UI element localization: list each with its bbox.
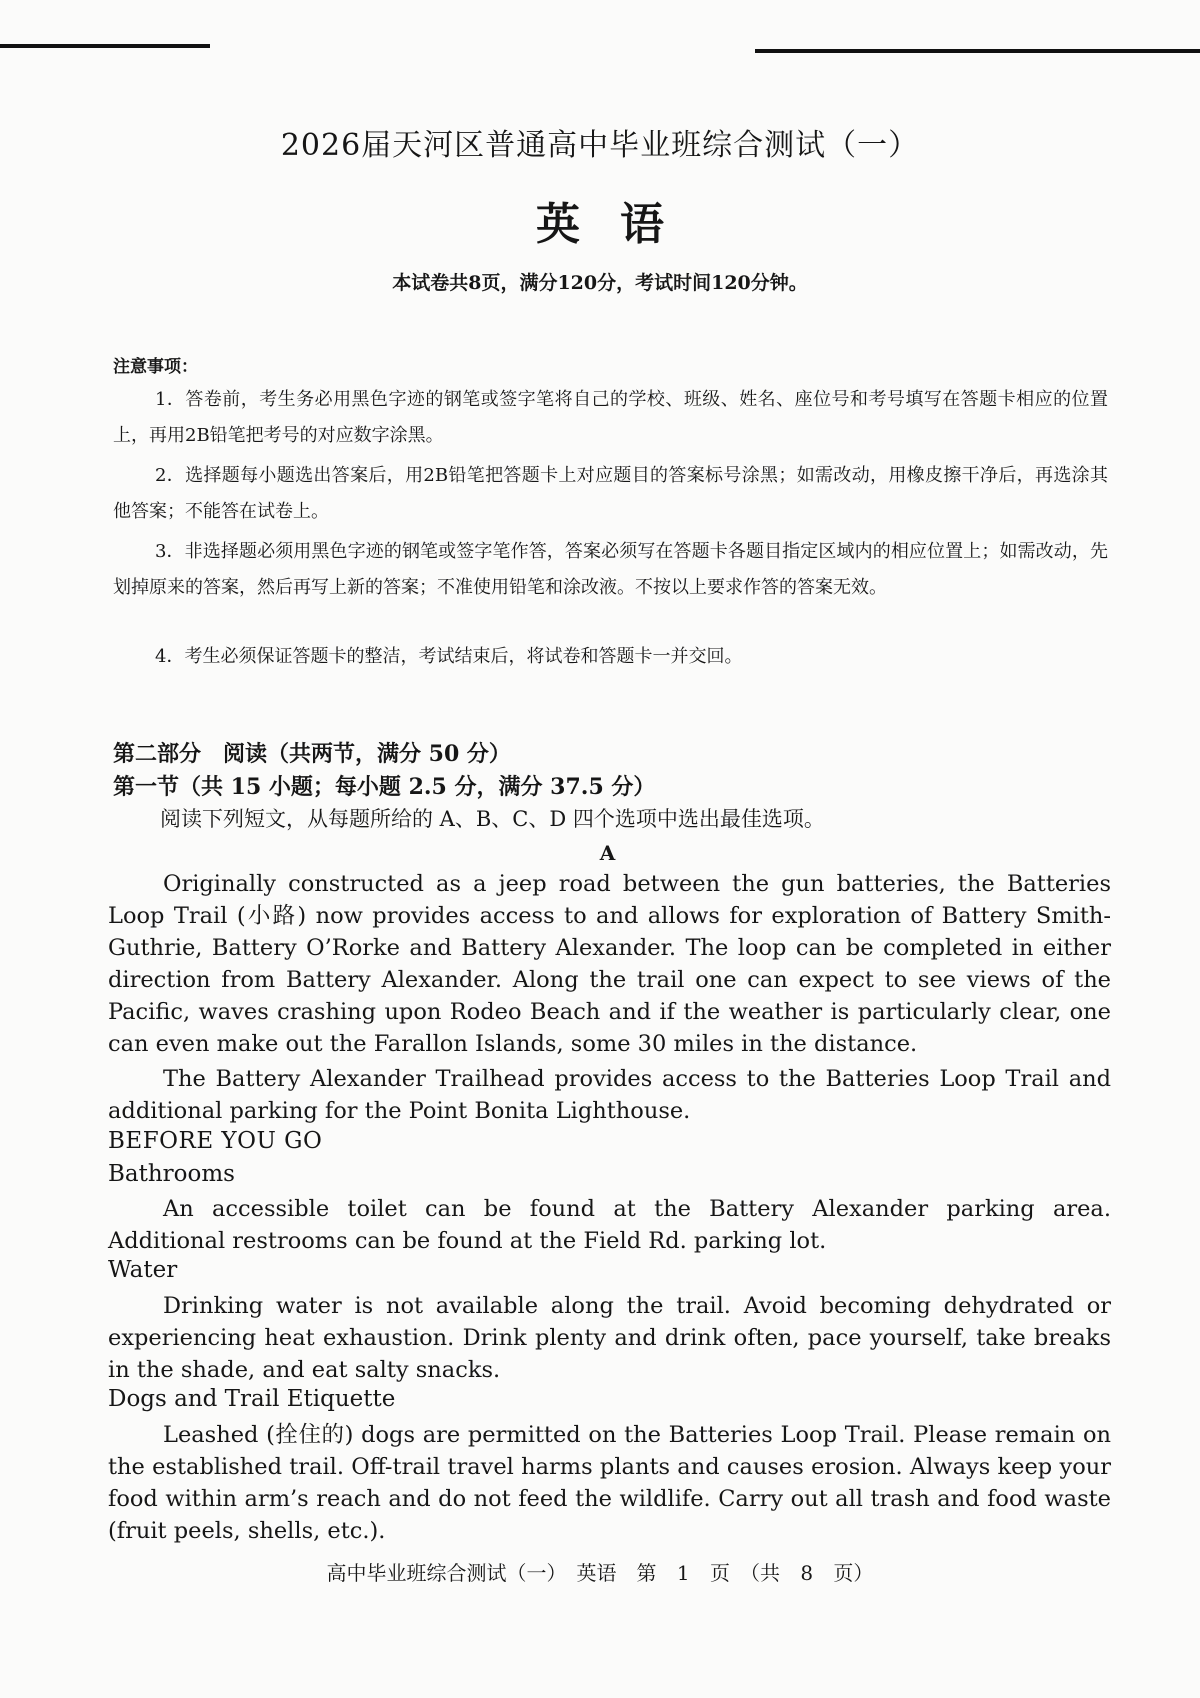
notice-item-4: 4．考生必须保证答题卡的整洁，考试结束后，将试卷和答题卡一并交回。 bbox=[155, 646, 743, 667]
page-footer: 高中毕业班综合测试（一） 英语 第 1 页 （共 8 页） bbox=[326, 1561, 874, 1585]
section-subtitle: 第一节（共 15 小题；每小题 2.5 分，满分 37.5 分） bbox=[113, 774, 656, 800]
notice-item-2: 2．选择题每小题选出答案后，用2B铅笔把答题卡上对应题目的答案标号涂黑；如需改动，用橡皮擦干净后，再选涂其他答案；不能答在试卷上。 bbox=[113, 465, 1108, 522]
bathrooms-paragraph: An accessible toilet can be found at the Battery Alexander parking area. Additional restrooms can be found at the Field Rd. parking lot. bbox=[108, 1196, 1111, 1254]
exam-info: 本试卷共8页，满分120分，考试时间120分钟。 bbox=[392, 272, 808, 294]
top-right-rule bbox=[755, 49, 1200, 53]
dogs-heading: Dogs and Trail Etiquette bbox=[108, 1386, 396, 1412]
notice-item-1: 1．答卷前，考生务必用黑色字迹的钢笔或签字笔将自己的学校、班级、姓名、座位号和考号填写在答题卡相应的位置上，再用2B铅笔把考号的对应数字涂黑。 bbox=[113, 389, 1108, 446]
bathrooms-heading: Bathrooms bbox=[108, 1161, 235, 1187]
notice-item-3: 3．非选择题必须用黑色字迹的钢笔或签字笔作答，答案必须写在答题卡各题目指定区域内的相应位置上；如需改动，先划掉原来的答案，然后再写上新的答案；不准使用铅笔和涂改液。不按以上要求作答的答案无效。 bbox=[113, 541, 1108, 598]
before-you-go-heading: BEFORE YOU GO bbox=[108, 1128, 323, 1154]
passage-paragraph-1: Originally constructed as a jeep road between the gun batteries, the Batteries Loop Trail (小路) now provides access to and allows for exploration of Battery Smith-Guthrie, Battery O’Rorke and Battery Alexander. The loop can be completed in either direction from Battery Alexander. Along the trail one can expect to see views of the Pacific, waves crashing upon Rodeo Beach and if the weather is particularly clear, one can even make out the Farallon Islands, some 30 miles in the distance. bbox=[108, 871, 1111, 1057]
passage-paragraph-2: The Battery Alexander Trailhead provides access to the Batteries Loop Trail and additional parking for the Point Bonita Lighthouse. bbox=[108, 1066, 1111, 1124]
notice-heading: 注意事项： bbox=[113, 357, 198, 377]
part-title: 第二部分 阅读（共两节，满分 50 分） bbox=[113, 741, 511, 767]
exam-title: 2026届天河区普通高中毕业班综合测试（一） bbox=[280, 128, 920, 163]
reading-instruction: 阅读下列短文，从每题所给的 A、B、C、D 四个选项中选出最佳选项。 bbox=[160, 807, 825, 831]
water-paragraph: Drinking water is not available along the trail. Avoid becoming dehydrated or experiencing heat exhaustion. Drink plenty and drink often, pace yourself, take breaks in the shade, and eat salty snacks. bbox=[108, 1293, 1111, 1383]
dogs-paragraph: Leashed (拴住的) dogs are permitted on the Batteries Loop Trail. Please remain on the established trail. Off-trail travel harms plants and causes erosion. Always keep your food within arm’s reach and do not feed the wildlife. Carry out all trash and food waste (fruit peels, shells, etc.). bbox=[108, 1422, 1111, 1544]
water-heading: Water bbox=[108, 1257, 178, 1283]
subject-title: 英语 bbox=[536, 199, 704, 250]
top-left-rule bbox=[0, 44, 210, 48]
passage-label: A bbox=[599, 841, 616, 865]
